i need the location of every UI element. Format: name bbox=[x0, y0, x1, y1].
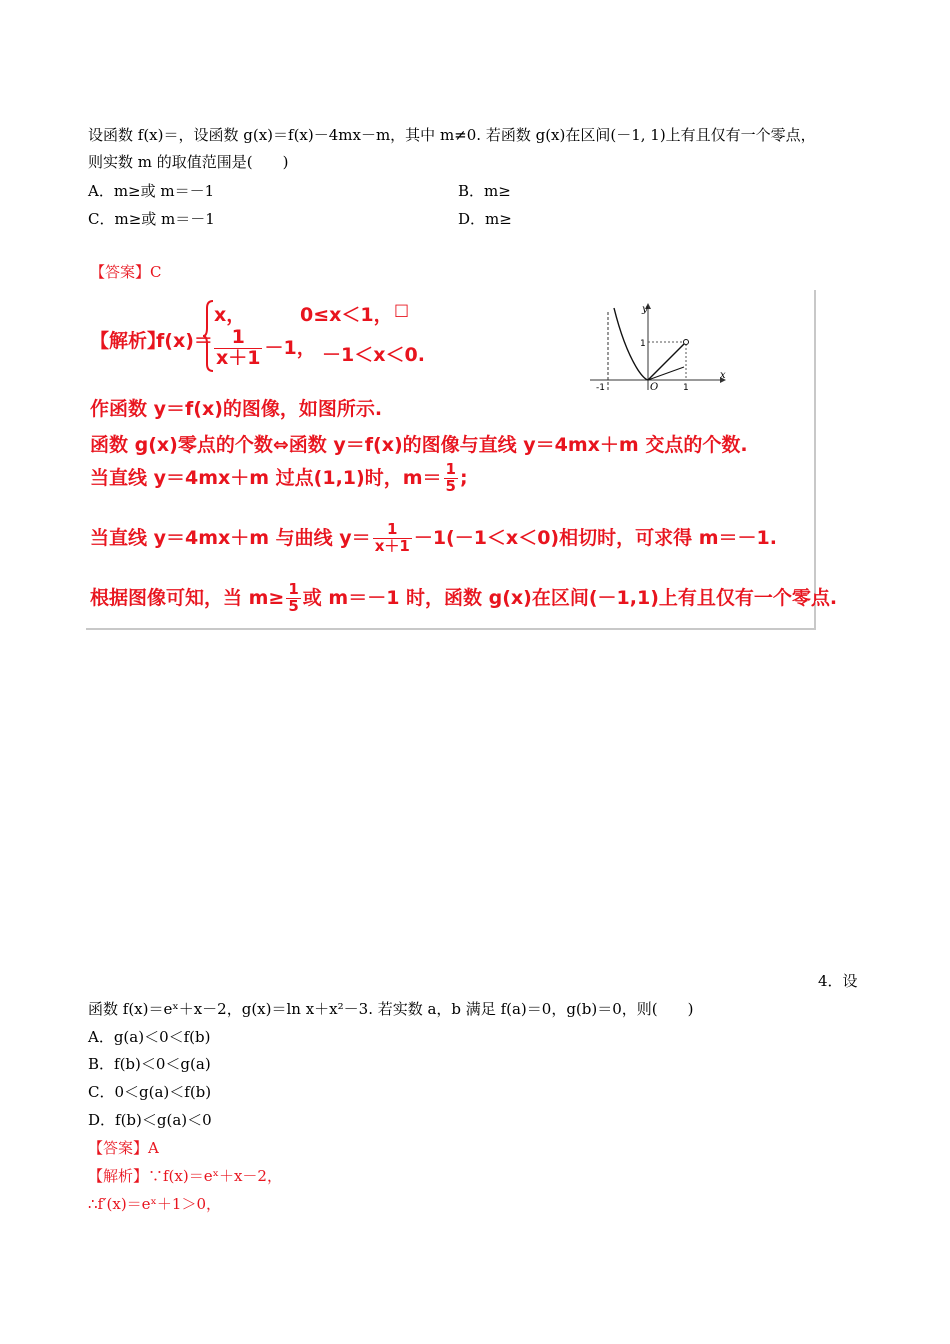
line5-pre: 根据图像可知，当 m≥ bbox=[90, 586, 285, 609]
origin-label: O bbox=[650, 382, 659, 392]
q3-option-d: D．m≥ bbox=[458, 210, 512, 228]
q4-solution-line2: ∴f′(x)＝eˣ＋1＞0， bbox=[88, 1195, 221, 1213]
y-axis-label: y bbox=[642, 304, 648, 315]
line5-denominator: 5 bbox=[288, 596, 299, 615]
line5-fraction bbox=[286, 582, 300, 615]
line3-fraction bbox=[444, 462, 458, 495]
piece2-fraction bbox=[214, 328, 262, 369]
tick-1-x: 1 bbox=[683, 383, 689, 392]
piece2-tail: －1， bbox=[264, 336, 316, 359]
q3-stem-line1: 设函数 f(x)＝，设函数 g(x)＝f(x)－4mx－m，其中 m≠0. 若函数 g(x)在区间(－1, 1)上有且仅有一个零点， bbox=[88, 126, 816, 144]
q4-option-a: A．g(a)＜0＜f(b) bbox=[88, 1028, 211, 1046]
q4-stem: 函数 f(x)＝eˣ＋x－2，g(x)＝ln x＋x²－3. 若实数 a，b 满足 f(a)＝0，g(b)＝0，则( ) bbox=[88, 1000, 694, 1018]
line3-numerator: 1 bbox=[445, 460, 456, 478]
tick-1-y: 1 bbox=[640, 339, 646, 349]
segment-right-branch bbox=[648, 342, 686, 380]
solution-line4 bbox=[90, 522, 777, 555]
q3-option-b: B．m≥ bbox=[458, 182, 511, 200]
line5-numerator: 1 bbox=[288, 580, 299, 598]
line4-denominator: x＋1 bbox=[374, 536, 410, 555]
piece2 bbox=[212, 328, 316, 369]
line3-post: ; bbox=[459, 466, 468, 489]
piece2-condition: －1＜x＜0. bbox=[322, 344, 425, 366]
piece2-numerator: 1 bbox=[214, 328, 262, 349]
f-definition: f(x)＝ bbox=[156, 330, 213, 352]
piece1-condition: 0≤x＜1， bbox=[300, 304, 393, 326]
tangent-line bbox=[648, 367, 684, 380]
q3-option-c: C．m≥或 m＝－1 bbox=[88, 210, 215, 228]
line4-numerator: 1 bbox=[373, 522, 412, 539]
q4-solution-line1: 【解析】∵f(x)＝eˣ＋x－2， bbox=[88, 1167, 282, 1185]
line3-pre: 当直线 y＝4mx＋m 过点(1,1)时，m＝ bbox=[90, 466, 442, 489]
tick-neg1: -1 bbox=[596, 383, 605, 392]
piece1-box: □ bbox=[394, 300, 410, 319]
line3-denominator: 5 bbox=[445, 476, 456, 495]
line5-post: 或 m＝－1 时，函数 g(x)在区间(－1,1)上有且仅有一个零点. bbox=[302, 586, 838, 609]
q3-solution-box bbox=[86, 290, 838, 630]
open-endpoint bbox=[684, 340, 689, 345]
piece1-expr: x， bbox=[214, 304, 246, 326]
line4-fraction bbox=[373, 522, 412, 555]
solution-line5 bbox=[90, 582, 837, 615]
line4-pre: 当直线 y＝4mx＋m 与曲线 y＝ bbox=[90, 526, 371, 549]
function-graph bbox=[588, 300, 730, 392]
x-axis-label: x bbox=[720, 370, 726, 381]
line4-post: －1(－1＜x＜0)相切时，可求得 m＝－1. bbox=[413, 526, 777, 549]
solution-line2: 函数 g(x)零点的个数⇔函数 y＝f(x)的图像与直线 y＝4mx＋m 交点的个数. bbox=[90, 434, 748, 456]
q4-option-b: B．f(b)＜0＜g(a) bbox=[88, 1055, 211, 1073]
q4-answer: 【答案】A bbox=[88, 1139, 159, 1157]
solution-line1: 作函数 y＝f(x)的图像，如图所示. bbox=[90, 398, 383, 420]
q3-answer: 【答案】C bbox=[90, 263, 162, 281]
q4-option-c: C．0＜g(a)＜f(b) bbox=[88, 1083, 212, 1101]
solution-line3 bbox=[90, 462, 468, 495]
q3-option-a: A．m≥或 m＝－1 bbox=[88, 182, 215, 200]
q3-stem-line2: 则实数 m 的取值范围是( ) bbox=[88, 153, 289, 171]
graph-axes bbox=[590, 303, 726, 390]
q4-number: 4．设 bbox=[818, 972, 858, 990]
solution-label: 【解析】 bbox=[90, 330, 167, 352]
piece2-denominator: x＋1 bbox=[216, 346, 261, 369]
q4-option-d: D．f(b)＜g(a)＜0 bbox=[88, 1111, 212, 1129]
